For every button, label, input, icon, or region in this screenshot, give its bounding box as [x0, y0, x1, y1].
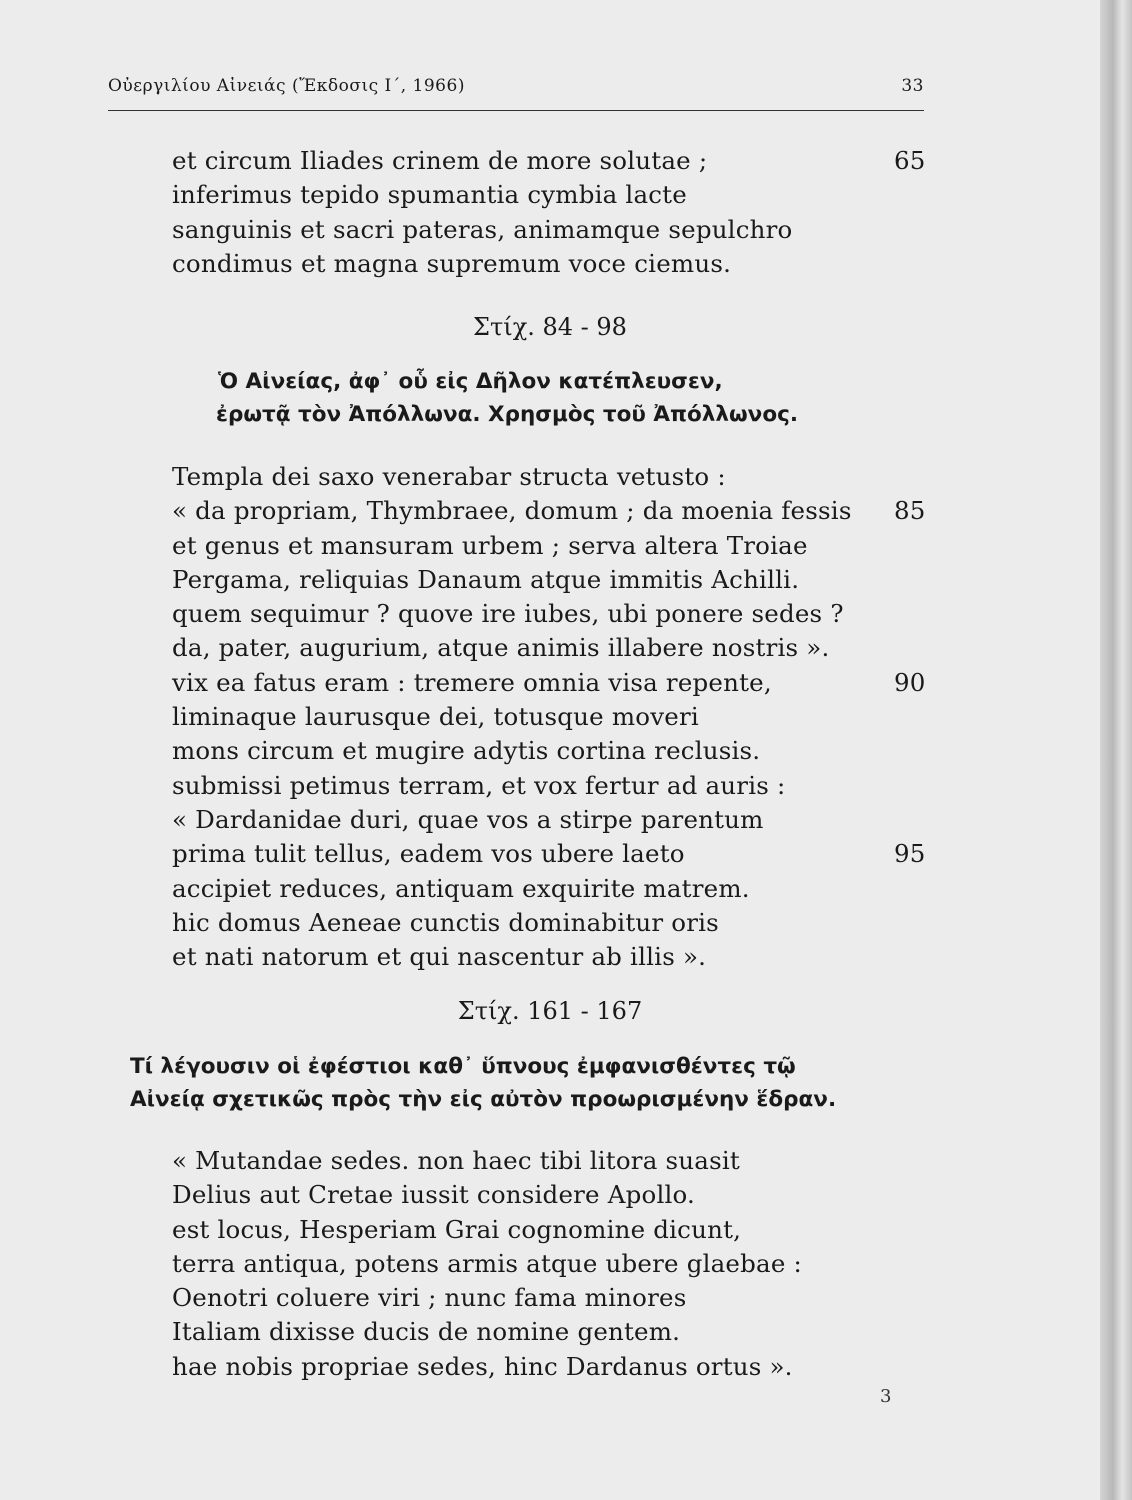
- verse-text: da, pater, augurium, atque animis illabere nostris ».: [172, 633, 830, 663]
- verse-line: [172, 144, 932, 178]
- verse-text: submissi petimus terram, et vox fertur ad auris :: [172, 770, 786, 800]
- verse-line: [172, 872, 932, 906]
- verse-text: terra antiqua, potens armis atque ubere glaebae :: [172, 1248, 802, 1278]
- verse-line: [172, 1350, 932, 1384]
- section-heading-2: [130, 1050, 836, 1116]
- verse-text: « Dardanidae duri, quae vos a stirpe parentum: [172, 804, 764, 834]
- verse-line: [172, 734, 932, 768]
- verse-text: Oenotri coluere viri ; nunc fama minores: [172, 1283, 687, 1313]
- page-number: 33: [901, 76, 924, 96]
- verse-text: liminaque laurusque dei, totusque moveri: [172, 702, 699, 732]
- verse-line: [172, 837, 932, 871]
- verse-line: [172, 563, 932, 597]
- line-number: 85: [894, 496, 926, 526]
- line-number: 65: [894, 146, 926, 175]
- verse-line: [172, 906, 932, 940]
- verse-line: [172, 178, 932, 212]
- heading-line: Αἰνείᾳ σχετικῶς πρὸς τὴν εἰς αὐτὸν προωρισμένην ἕδραν.: [130, 1087, 837, 1112]
- verse-text: hae nobis propriae sedes, hinc Dardanus ortus ».: [172, 1351, 793, 1381]
- verse-line: [172, 631, 932, 665]
- heading-line: Τί λέγουσιν οἱ ἐφέστιοι καθ᾽ ὕπνους ἐμφανισθέντες τῷ: [130, 1054, 796, 1079]
- verse-text: et genus et mansuram urbem ; serva altera Troiae: [172, 530, 808, 560]
- verse-block-2: [172, 460, 932, 974]
- verse-text: et circum Iliades crinem de more solutae ;: [172, 146, 708, 175]
- running-header: [108, 76, 924, 102]
- header-title: Οὐεργιλίου Αἰνειάς (Ἔκδοσις Ι΄, 1966): [108, 76, 465, 96]
- verse-line: [172, 1213, 932, 1247]
- verse-text: Templa dei saxo venerabar structa vetusto :: [172, 462, 726, 491]
- verse-line: [172, 1247, 932, 1281]
- header-rule: [108, 110, 924, 111]
- heading-line: Ὁ Αἰνείας, ἀφ᾽ οὗ εἰς Δῆλον κατέπλευσεν,: [218, 369, 723, 394]
- verse-text: condimus et magna supremum voce ciemus.: [172, 248, 732, 278]
- verse-line: [172, 597, 932, 631]
- verse-text: « da propriam, Thymbraee, domum ; da moenia fessis: [172, 496, 852, 526]
- verse-text: prima tulit tellus, eadem vos ubere laeto: [172, 839, 685, 869]
- page-edge: [1100, 0, 1132, 1500]
- footer-mark: 3: [880, 1386, 892, 1407]
- verse-block-3: [172, 1144, 932, 1384]
- verse-text: est locus, Hesperiam Grai cognomine dicunt,: [172, 1214, 742, 1244]
- verse-text: Pergama, reliquias Danaum atque immitis Achilli.: [172, 564, 800, 594]
- verse-text: accipiet reduces, antiquam exquirite matrem.: [172, 873, 750, 903]
- verse-text: et nati natorum et qui nascentur ab illis ».: [172, 942, 707, 972]
- section-ref-2: Στίχ. 161 - 167: [457, 997, 643, 1025]
- verse-text: sanguinis et sacri pateras, animamque sepulchro: [172, 214, 793, 244]
- verse-line: [172, 494, 932, 528]
- verse-text: vix ea fatus eram : tremere omnia visa repente,: [172, 667, 772, 697]
- line-number: 95: [894, 839, 926, 869]
- verse-line: [172, 529, 932, 563]
- verse-text: « Mutandae sedes. non haec tibi litora suasit: [172, 1146, 740, 1175]
- verse-text: quem sequimur ? quove ire iubes, ubi ponere sedes ?: [172, 599, 844, 629]
- verse-line: [172, 460, 932, 494]
- verse-text: Delius aut Cretae iussit considere Apollo.: [172, 1180, 696, 1210]
- heading-line: ἐρωτᾷ τὸν Ἀπόλλωνα. Χρησμὸς τοῦ Ἀπόλλωνος.: [216, 402, 799, 427]
- verse-line: [172, 213, 932, 247]
- verse-line: [172, 1315, 932, 1349]
- verse-text: inferimus tepido spumantia cymbia lacte: [172, 180, 687, 210]
- line-number: 90: [894, 667, 926, 697]
- section-heading-1: [218, 365, 798, 431]
- verse-text: Italiam dixisse ducis de nomine gentem.: [172, 1317, 681, 1347]
- verse-line: [172, 1281, 932, 1315]
- verse-line: [172, 769, 932, 803]
- verse-line: [172, 1144, 932, 1178]
- verse-text: mons circum et mugire adytis cortina reclusis.: [172, 736, 761, 766]
- verse-line: [172, 666, 932, 700]
- verse-line: [172, 247, 932, 281]
- verse-line: [172, 940, 932, 974]
- verse-line: [172, 700, 932, 734]
- verse-text: hic domus Aeneae cunctis dominabitur oris: [172, 907, 719, 937]
- section-ref-1: Στίχ. 84 - 98: [473, 313, 627, 341]
- verse-line: [172, 1178, 932, 1212]
- verse-block-1: [172, 144, 932, 281]
- verse-line: [172, 803, 932, 837]
